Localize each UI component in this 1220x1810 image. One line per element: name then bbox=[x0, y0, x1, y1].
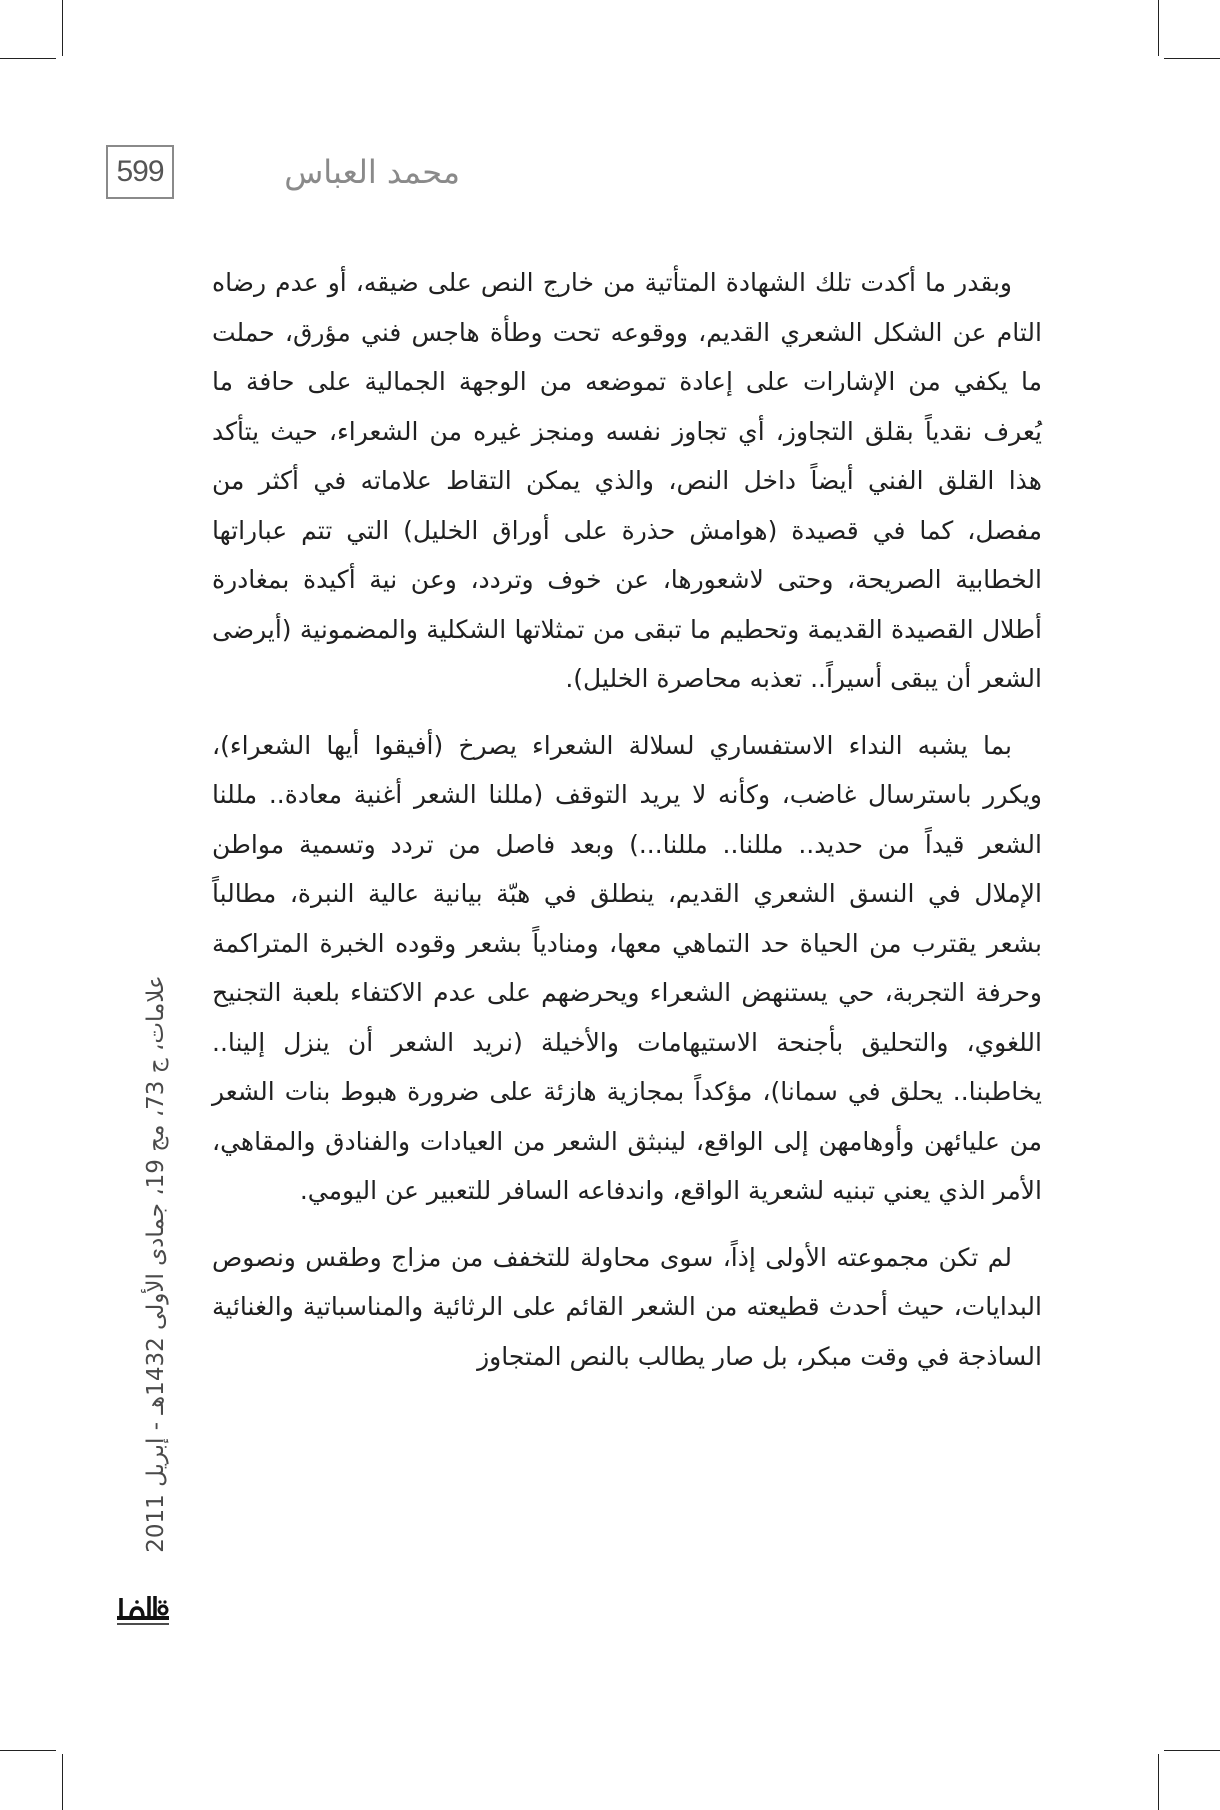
crop-mark bbox=[1164, 1750, 1220, 1751]
article-body bbox=[212, 258, 1042, 1398]
crop-mark bbox=[1158, 0, 1159, 56]
crop-mark bbox=[62, 0, 63, 56]
paragraph: وبقدر ما أكدت تلك الشهادة المتأتية من خارج النص على ضيقه، أو عدم رضاه التام عن الشكل الشعري القديم، ووقوعه تحت وطأة هاجس فني مؤرق، حملت ما يكفي من الإشارات على إعادة تموضعه من الوجهة الجمالية على حافة ما يُعرف نقدياً بقلق التجاوز، أي تجاوز نفسه ومنجز غيره من الشعراء، حيث يتأكد هذا القلق الفني أيضاً داخل النص، والذي يمكن التقاط علاماته في أكثر من مفصل، كما في قصيدة (هوامش حذرة على أوراق الخليل) التي تتم عباراتها الخطابية الصريحة، وحتى لاشعورها، عن خوف وتردد، وعن نية أكيدة بمغادرة أطلال القصيدة القديمة وتحطيم ما تبقى من تمثلاتها الشكلية والمضمونية (أيرضى الشعر أن يبقى أسيراً.. تعذبه محاصرة الخليل). bbox=[212, 268, 1042, 693]
crop-mark bbox=[1164, 58, 1220, 59]
crop-mark bbox=[62, 1754, 63, 1810]
running-header-author: محمد العباس bbox=[284, 153, 460, 191]
journal-info-text: علامات، ج 73، مج 19، جمادى الأولى 1432هـ - إبريل 2011 bbox=[143, 975, 169, 1553]
journal-logo bbox=[112, 1588, 174, 1630]
paragraph: لم تكن مجموعته الأولى إذاً، سوى محاولة للتخفف من مزاج وطقس ونصوص البدايات، حيث أحدث قطيعته من الشعر القائم على الرثائية والمناسباتية والغنائية الساذجة في وقت مبكر، بل صار يطالب بالنص المتجاوز bbox=[212, 1242, 1042, 1371]
page-number: 599 bbox=[106, 145, 174, 199]
journal-logo-mark bbox=[113, 1590, 173, 1628]
crop-mark bbox=[0, 1750, 56, 1751]
crop-mark bbox=[0, 58, 56, 59]
paragraph: بما يشبه النداء الاستفساري لسلالة الشعراء يصرخ (أفيقوا أيها الشعراء)، ويكرر باسترسال غاضب، وكأنه لا يريد التوقف (مللنا الشعر أغنية معادة.. مللنا الشعر قيداً من حديد.. مللنا.. مللنا...) وبعد فاصل من تردد وتسمية مواطن الإملال في النسق الشعري القديم، ينطلق في هبّة بيانية عالية النبرة، مطالباً بشعر يقترب من الحياة حد التماهي معها، ومنادياً بشعر وقوده الخبرة المتراكمة وحرفة التجربة، حي يستنهض الشعراء ويحرضهم على عدم الاكتفاء بلعبة التجنيح اللغوي، والتحليق بأجنحة الاستيهامات والأخيلة (نريد الشعر أن ينزل إلينا.. يخاطبنا.. يحلق في سمانا)، مؤكداً بمجازية هازئة على ضرورة هبوط بنات الشعر من عليائهن وأوهامهن إلى الواقع، لينبثق الشعر من العيادات والفنادق والمقاهي، الأمر الذي يعني تبنيه لشعرية الواقع، واندفاعه السافر للتعبير عن اليومي. bbox=[212, 730, 1042, 1205]
crop-mark bbox=[1158, 1754, 1159, 1810]
